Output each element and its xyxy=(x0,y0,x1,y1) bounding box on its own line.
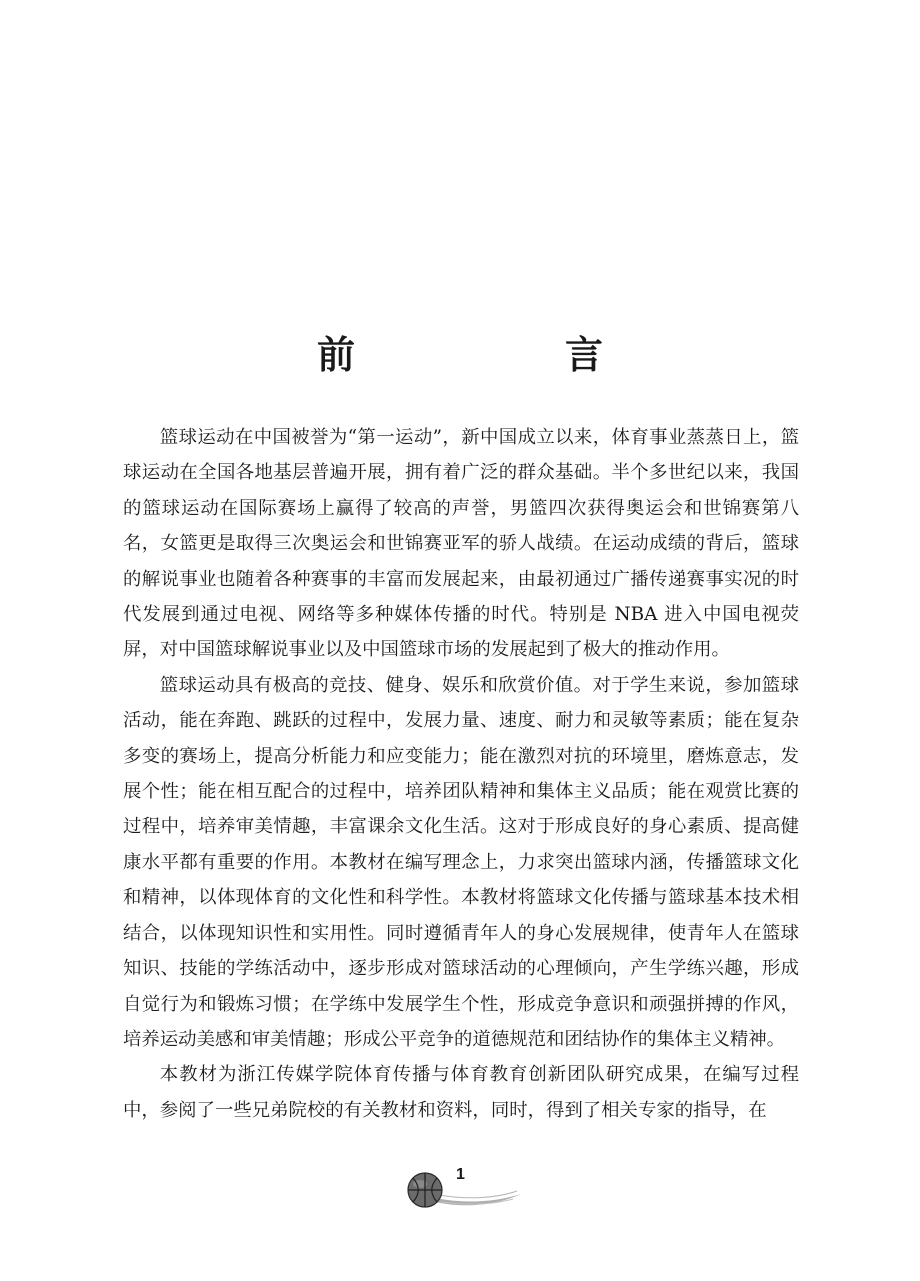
page-footer xyxy=(0,1162,920,1212)
page-title: 前 言 xyxy=(316,332,689,378)
body-text xyxy=(123,420,799,1128)
paragraph: 篮球运动在中国被誉为“第一运动”，新中国成立以来，体育事业蒸蒸日上，篮球运动在全国各地基层普遍开展，拥有着广泛的群众基础。半个多世纪以来，我国的篮球运动在国际赛场上赢得了较高的声誉，男篮四次获得奥运会和世锦赛第八名，女篮更是取得三次奥运会和世锦赛亚军的骄人战绩。在运动成绩的背后，篮球的解说事业也随着各种赛事的丰富而发展起来，由最初通过广播传递赛事实况的时代发展到通过电视、网络等多种媒体传播的时代。特别是 NBA 进入中国电视荧屏，对中国篮球解说事业以及中国篮球市场的发展起到了极大的推动作用。 xyxy=(123,427,799,661)
paragraph: 本教材为浙江传媒学院体育传播与体育教育创新团队研究成果，在编写过程中，参阅了一些兄弟院校的有关教材和资料，同时，得到了相关专家的指导，在 xyxy=(123,1064,799,1121)
page-number: 1 xyxy=(456,1166,465,1183)
paragraph: 篮球运动具有极高的竞技、健身、娱乐和欣赏价值。对于学生来说，参加篮球活动，能在奔跑、跳跃的过程中，发展力量、速度、耐力和灵敏等素质；能在复杂多变的赛场上，提高分析能力和应变能力；能在激烈对抗的环境里，磨炼意志，发展个性；能在相互配合的过程中，培养团队精神和集体主义品质；能在观赏比赛的过程中，培养审美情趣，丰富课余文化生活。这对于形成良好的身心素质、提高健康水平都有重要的作用。本教材在编写理念上，力求突出篮球内涵，传播篮球文化和精神，以体现体育的文化性和科学性。本教材将篮球文化传播与篮球基本技术相结合，以体现知识性和实用性。同时遵循青年人的身心发展规律，使青年人在篮球知识、技能的学练活动中，逐步形成对篮球活动的心理倾向，产生学练兴趣，形成自觉行为和锻炼习惯；在学练中发展学生个性，形成竞争意识和顽强拼搏的作风，培养运动美感和审美情趣；形成公平竞争的道德规范和团结协作的集体主义精神。 xyxy=(123,674,799,1050)
